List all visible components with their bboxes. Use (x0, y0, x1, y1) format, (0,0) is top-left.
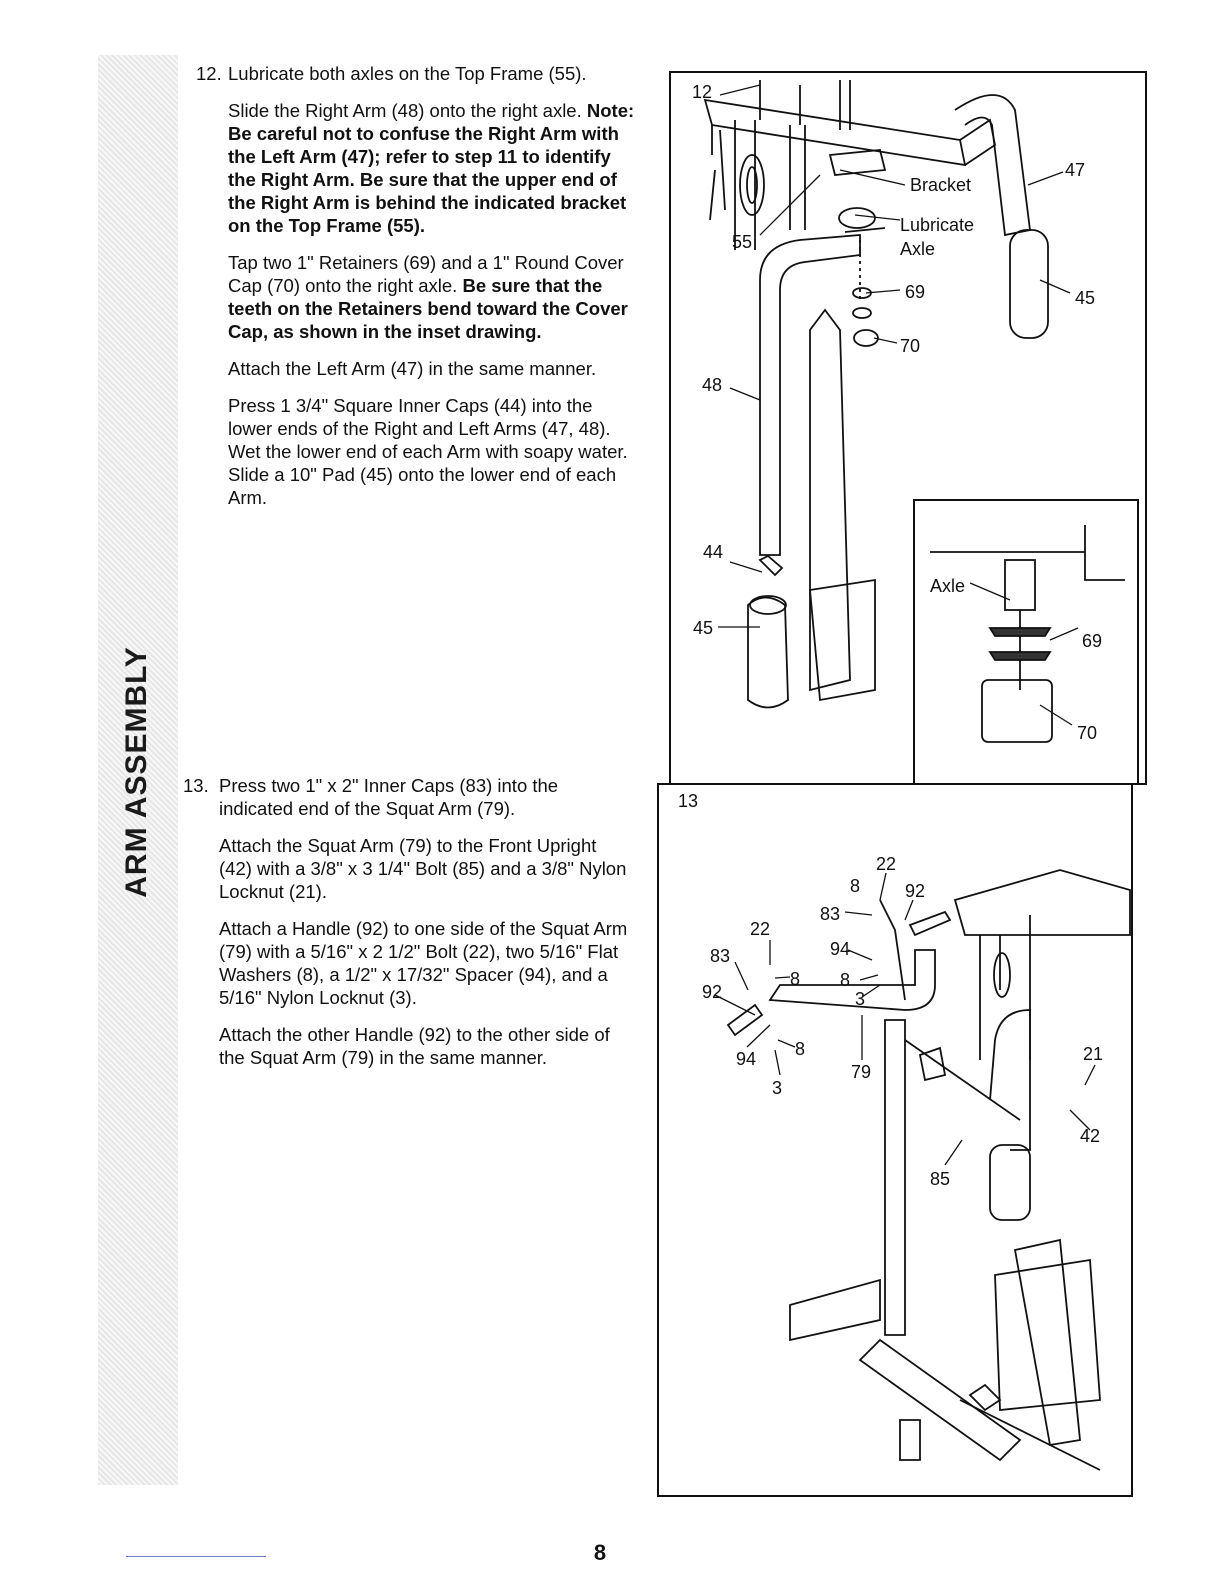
part-45: 45 (693, 618, 714, 638)
footer-line (126, 1556, 266, 1557)
instruction-text: Lubricate both axles on the Top Frame (55). (228, 63, 587, 84)
section-title: ARM ASSEMBLY (120, 646, 153, 898)
figure-12-drawing (705, 80, 1048, 708)
part-55: 55 (732, 232, 753, 252)
label-axle: Axle (900, 239, 936, 259)
label-bracket: Bracket (910, 175, 972, 195)
part-94: 94 (736, 1049, 757, 1069)
label-lubricate: Lubricate (900, 215, 975, 235)
inset-label-axle: Axle (930, 576, 966, 596)
part-21: 21 (1083, 1044, 1104, 1064)
figure-13-step-label: 13 (678, 791, 699, 811)
part-70: 70 (900, 336, 921, 356)
instruction-text: Attach the Left Arm (47) in the same manner. (228, 358, 597, 379)
inset-part-70: 70 (1077, 723, 1098, 743)
part-45: 45 (1075, 288, 1096, 308)
part-48: 48 (702, 375, 723, 395)
part-69: 69 (905, 282, 926, 302)
part-79: 79 (851, 1062, 872, 1082)
part-83: 83 (710, 946, 731, 966)
part-8: 8 (790, 969, 801, 989)
part-83: 83 (820, 904, 841, 924)
instruction-text: Attach the Squat Arm (79) to the Front Upright (42) with a 3/8" x 3 1/4" Bolt (85) and a 3/8" Nylon Locknut (21). (219, 835, 627, 902)
instruction-text: Press 1 3/4" Square Inner Caps (44) into the lower ends of the Right and Left Arms (47, 48). Wet the lower end of each Arm with soapy water. Slide a 10" Pad (45) onto the lower end of each Arm. (228, 395, 628, 508)
part-85: 85 (930, 1169, 951, 1189)
figure-12-leaders (718, 85, 1070, 627)
part-8: 8 (795, 1039, 806, 1059)
inset-part-69: 69 (1082, 631, 1103, 651)
part-8: 8 (850, 876, 861, 896)
part-44: 44 (703, 542, 724, 562)
instruction-text: Attach a Handle (92) to one side of the Squat Arm (79) with a 5/16" x 2 1/2" Bolt (22), two 5/16" Flat Washers (8), a 1/2" x 17/32" Spacer (94), and a 5/16" Nylon Locknut (3). (219, 918, 628, 1008)
part-8: 8 (840, 970, 851, 990)
figure-13-frame (658, 784, 1132, 1496)
part-92: 92 (905, 881, 926, 901)
step-number: 13. (183, 775, 209, 796)
part-42: 42 (1080, 1126, 1101, 1146)
instruction-text: Press two 1" x 2" Inner Caps (83) into the indicated end of the Squat Arm (79). (219, 775, 559, 819)
page-number: 8 (593, 1540, 607, 1565)
part-92: 92 (702, 982, 723, 1002)
part-22: 22 (876, 854, 897, 874)
instruction-text: Slide the Right Arm (48) onto the right axle. (228, 100, 582, 121)
instruction-text: Attach the other Handle (92) to the other side of the Squat Arm (79) in the same manner. (219, 1024, 610, 1068)
figure-13-drawing (728, 870, 1130, 1470)
figure-12-step-label: 12 (692, 82, 713, 102)
instruction-text: Tap two 1" Retainers (69) and a 1" Round Cover Cap (70) onto the right axle. (228, 252, 624, 296)
part-94: 94 (830, 939, 851, 959)
step-number: 12. (196, 63, 222, 84)
part-3: 3 (855, 989, 866, 1009)
instruction-note: Be sure that the teeth on the Retainers bend toward the Cover Cap, as shown in the inset drawing. (228, 275, 628, 342)
instruction-note: Note: Be careful not to confuse the Right Arm with the Left Arm (47); refer to step 11 to identify the Right Arm. Be sure that the upper end of the Right Arm is behind the indicated bracket on the Top Frame (55). (228, 100, 635, 236)
part-3: 3 (772, 1078, 783, 1098)
part-47: 47 (1065, 160, 1086, 180)
part-22: 22 (750, 919, 771, 939)
